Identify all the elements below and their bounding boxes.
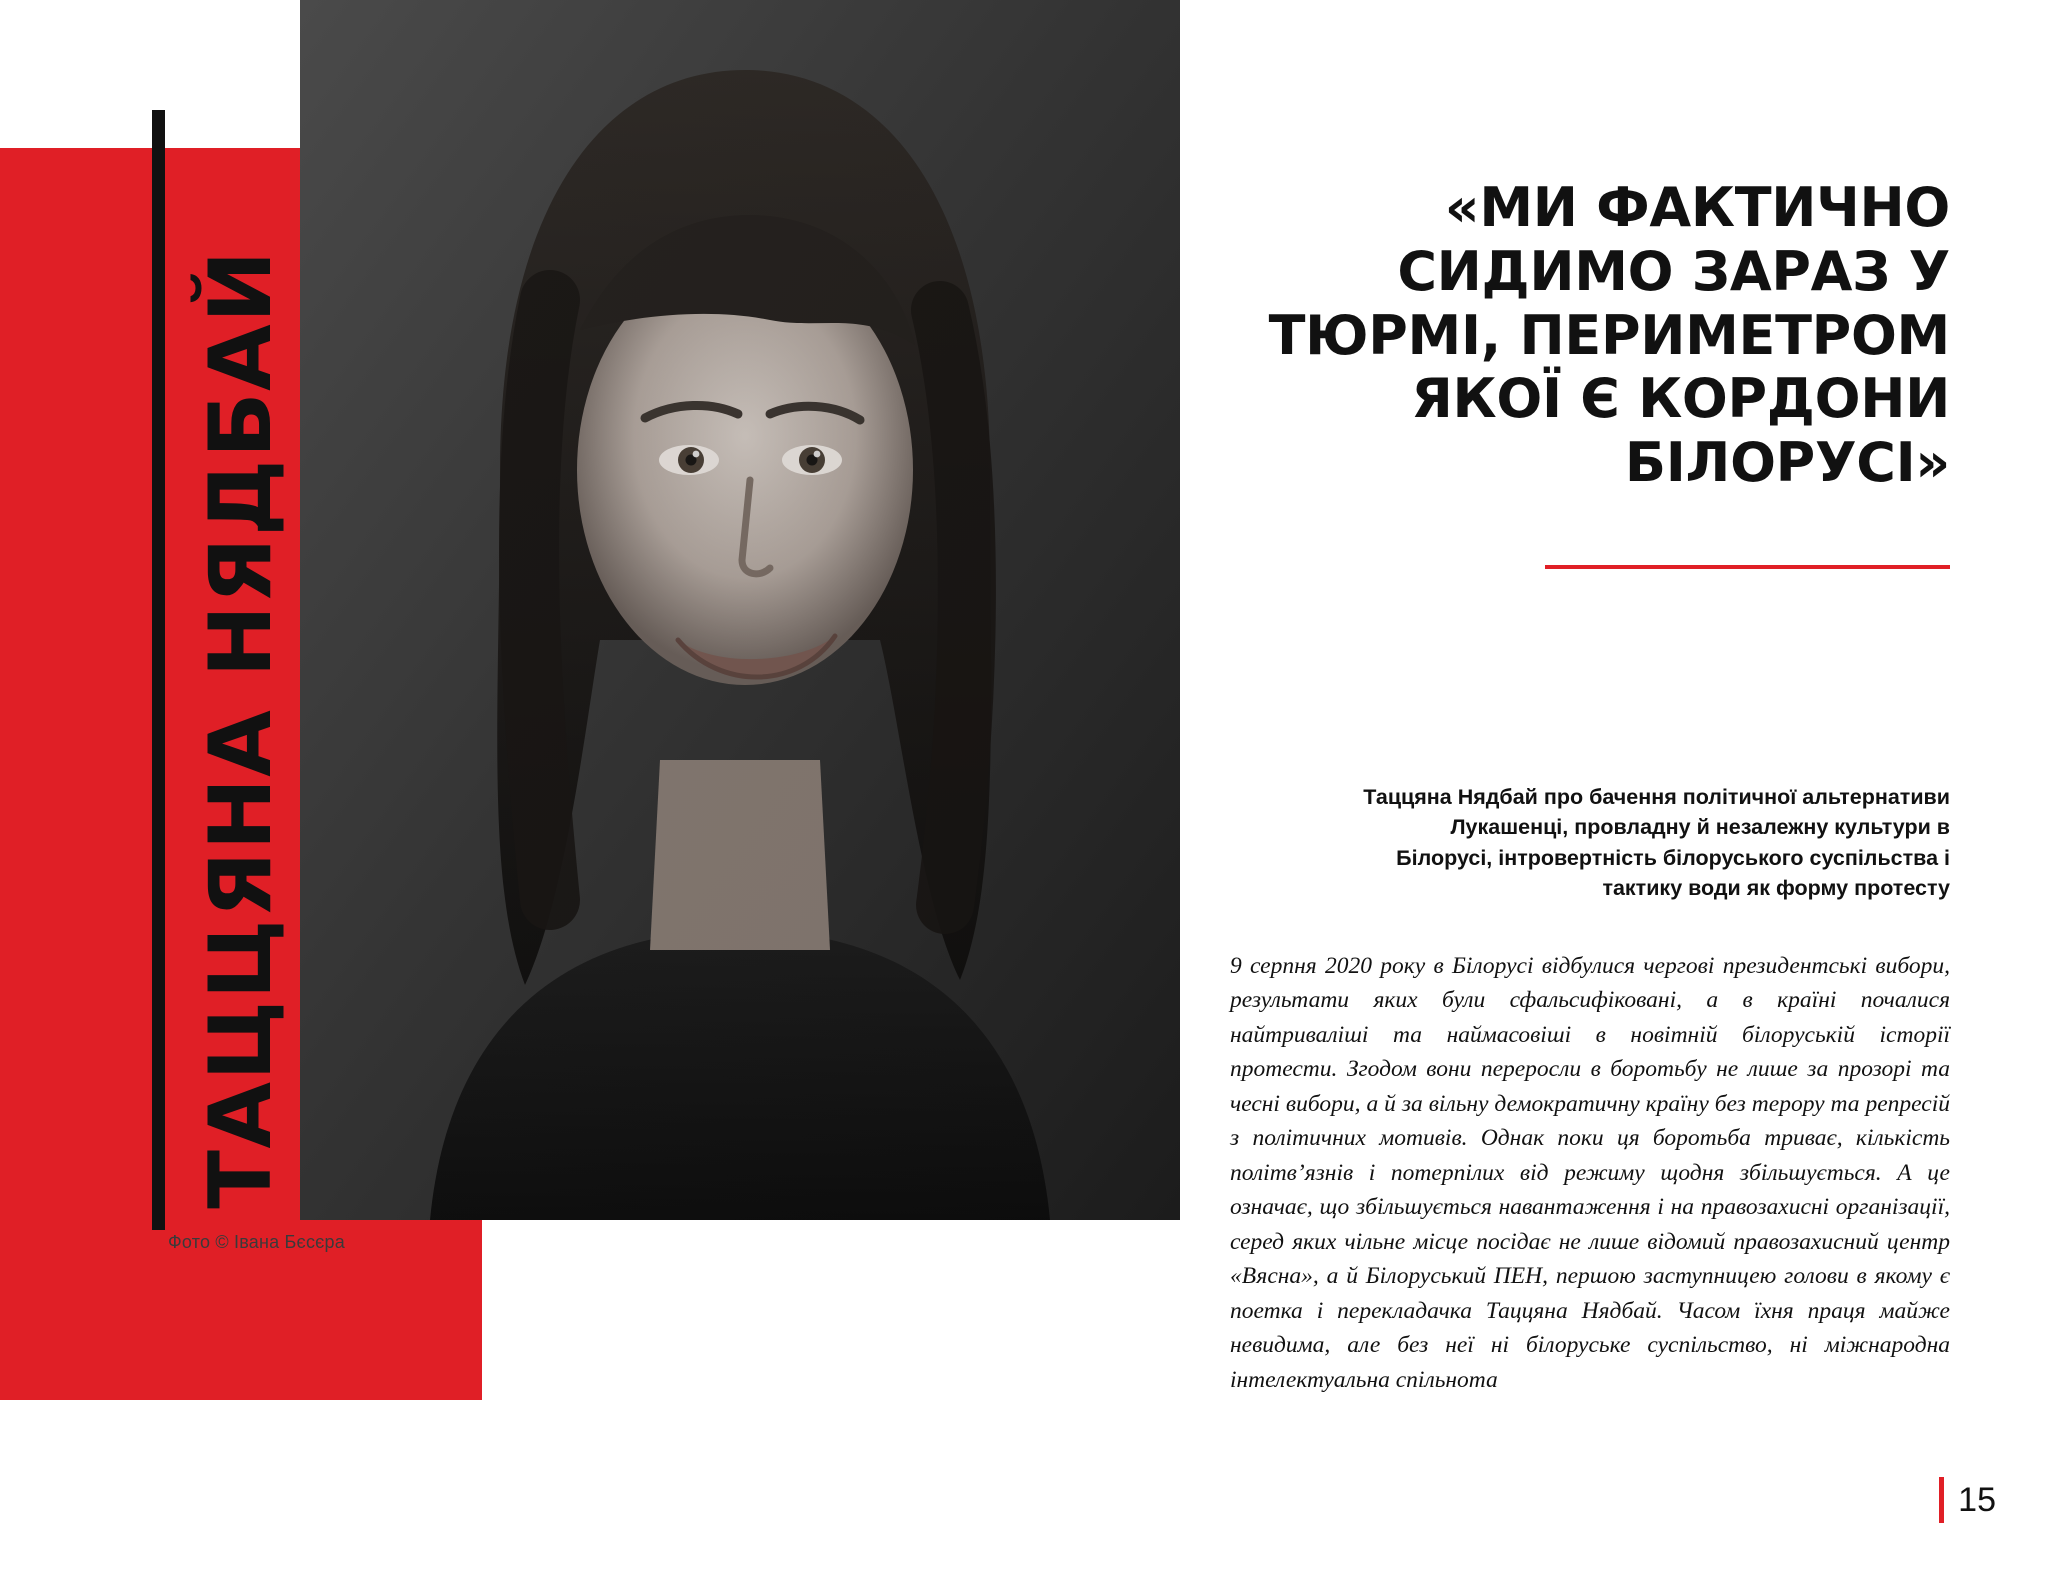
page-number: 15 — [1958, 1481, 1996, 1519]
interviewee-name-label: ТАЦЦЯНА НЯДБАЙ — [191, 249, 291, 1209]
page-number-rule — [1939, 1477, 1944, 1523]
article-column — [1230, 0, 1950, 1575]
photo-credit: Фото © Івана Бєсєра — [168, 1232, 345, 1252]
page-title: «МИ ФАКТИЧНО СИДИМО ЗАРАЗ У ТЮРМІ, ПЕРИМЕТРОМ ЯКОЇ Є КОРДОНИ БІЛОРУСІ» — [1268, 176, 1950, 495]
article-standfirst: Таццяна Нядбай про бачення політичної альтернативи Лукашенці, провладну й незалежну культури в Білорусі, інтровертність білоруського суспільства і тактику води як форму протесту — [1363, 784, 1950, 901]
portrait-photo — [300, 0, 1180, 1220]
article-body: 9 серпня 2020 року в Білорусі відбулися чергові президентські вибори, результати яких були сфальсифіковані, а в країні почалися найтриваліші та наймасовіші в новітній білоруській історії протести. Згодом вони переросли в боротьбу не лише за прозорі та чесні вибори, а й за вільну демократичну країну без терору та репресій з політичних мотивів. Однак поки ця боротьба триває, кількість політв’язнів і потерпілих від режиму щодня збільшується. А це означає, що збільшується навантаження і на правозахисні організації, серед яких чільне місце посідає не лише відомий правозахисний центр «Вясна», а й Білоруський ПЕН, першою заступницею голови в якому є поетка і перекладачка Таццяна Нядбай. Часом їхня праця майже невидима, але без неї ні білоруське суспільство, ні міжнародна інтелектуальна спільнота — [1230, 952, 1950, 1393]
sidebar-black-rule — [152, 110, 165, 1230]
headline-divider — [1545, 565, 1950, 569]
page-number-group — [1939, 1477, 1996, 1523]
portrait-figure — [300, 0, 1180, 1220]
